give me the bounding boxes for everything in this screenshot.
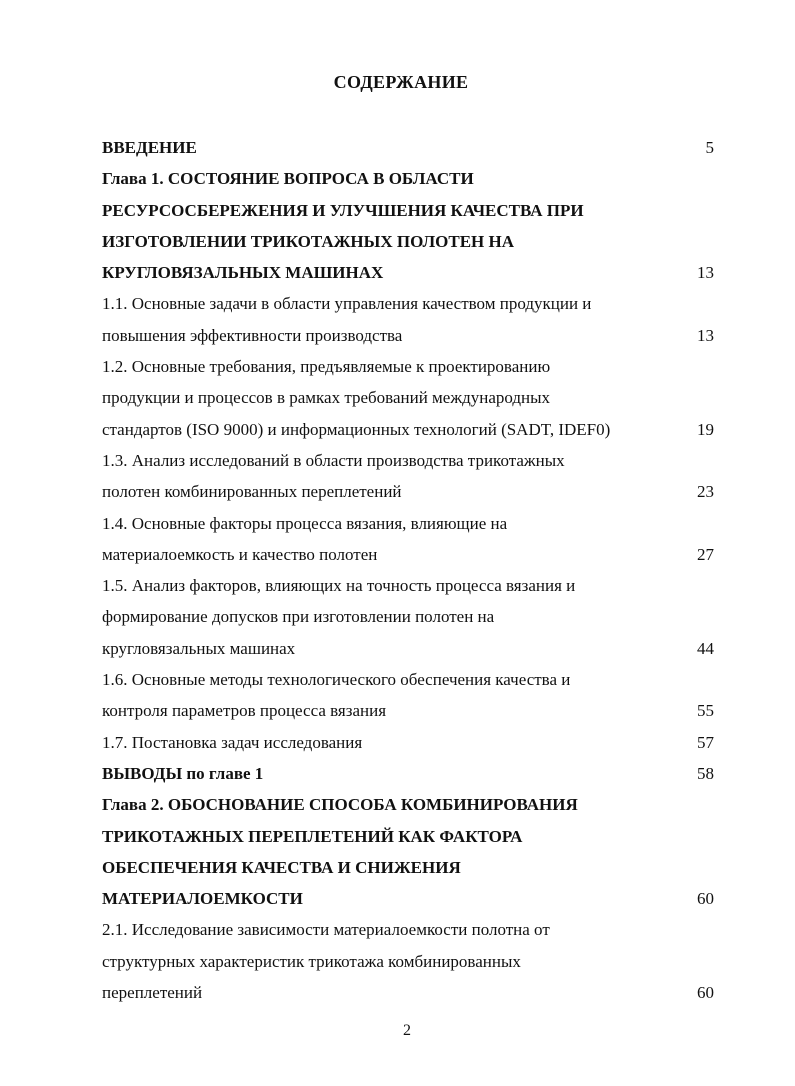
toc-entry-text-line: МАТЕРИАЛОЕМКОСТИ xyxy=(102,889,303,909)
toc-entry xyxy=(102,132,714,163)
toc-entry-page-number: 60 xyxy=(697,983,714,1003)
toc-entry xyxy=(102,351,714,445)
toc-entry-text-line: 1.7. Постановка задач исследования xyxy=(102,732,363,752)
toc-entry-text-line: контроля параметров процесса вязания xyxy=(102,701,387,721)
toc-entry-page-number: 44 xyxy=(697,638,714,658)
toc-entry-text-line: материалоемкость и качество полотен xyxy=(102,544,378,564)
toc-entry xyxy=(102,914,714,1008)
toc-entry-page-number: 58 xyxy=(697,763,714,783)
toc-entry-text-line: 2.1. Исследование зависимости материалоемкости полотна от xyxy=(102,920,550,940)
toc-entry-text-line: ИЗГОТОВЛЕНИИ ТРИКОТАЖНЫХ ПОЛОТЕН НА xyxy=(102,231,515,251)
toc-entry-page-number: 57 xyxy=(697,732,714,752)
toc-entry xyxy=(102,789,714,914)
toc-entry-text-line: повышения эффективности производства xyxy=(102,325,403,345)
page-title: СОДЕРЖАНИЕ xyxy=(333,72,469,92)
toc-entry-text-line: Глава 1. СОСТОЯНИЕ ВОПРОСА В ОБЛАСТИ xyxy=(102,169,474,189)
toc-entry-text-line: 1.6. Основные методы технологического обеспечения качества и xyxy=(102,670,571,690)
toc-entry-text-line: КРУГЛОВЯЗАЛЬНЫХ МАШИНАХ xyxy=(102,263,384,283)
toc-entry xyxy=(102,508,714,571)
page-number: 2 xyxy=(403,1022,411,1039)
toc-entry-text-line: полотен комбинированных переплетений xyxy=(102,482,402,502)
toc-entry-page-number: 23 xyxy=(697,482,714,502)
toc-entry-page-number: 55 xyxy=(697,701,714,721)
toc-entry-page-number: 13 xyxy=(697,325,714,345)
toc-entry-page-number: 13 xyxy=(697,263,714,283)
toc-entry-text-line: 1.2. Основные требования, предъявляемые к проектированию xyxy=(102,357,551,377)
toc-entry xyxy=(102,727,714,758)
toc-entry xyxy=(102,664,714,727)
toc-entry xyxy=(102,163,714,288)
toc-entry-text-line: ВЫВОДЫ по главе 1 xyxy=(102,763,264,783)
toc-entry xyxy=(102,570,714,664)
toc-entry xyxy=(102,445,714,508)
toc-entry-text-line: продукции и процессов в рамках требований международных xyxy=(102,388,551,408)
toc-entry-text-line: ВВЕДЕНИЕ xyxy=(102,138,197,157)
toc-entry-page-number: 19 xyxy=(697,419,714,439)
toc-entry-text-line: ОБЕСПЕЧЕНИЯ КАЧЕСТВА И СНИЖЕНИЯ xyxy=(102,857,461,877)
toc-entry-text-line: РЕСУРСОСБЕРЕЖЕНИЯ И УЛУЧШЕНИЯ КАЧЕСТВА ПРИ xyxy=(102,200,584,220)
toc-entry xyxy=(102,288,714,351)
toc-entry-text-line: кругловязальных машинах xyxy=(102,638,296,658)
toc-entry-text-line: формирование допусков при изготовлении полотен на xyxy=(102,607,495,627)
toc-entry-text-line: Глава 2. ОБОСНОВАНИЕ СПОСОБА КОМБИНИРОВАНИЯ xyxy=(102,795,578,815)
toc-entry-text-line: ТРИКОТАЖНЫХ ПЕРЕПЛЕТЕНИЙ КАК ФАКТОРА xyxy=(102,826,523,846)
table-of-contents xyxy=(102,132,714,1008)
toc-entry-text-line: 1.1. Основные задачи в области управления качеством продукции и xyxy=(102,294,592,314)
toc-entry-text-line: 1.4. Основные факторы процесса вязания, влияющие на xyxy=(102,513,508,533)
toc-entry xyxy=(102,758,714,789)
toc-entry-text-line: структурных характеристик трикотажа комбинированных xyxy=(102,951,521,971)
toc-entry-text-line: стандартов (ISO 9000) и информационных технологий (SADT, IDEF0) xyxy=(102,419,611,439)
toc-entry-page-number: 5 xyxy=(705,138,714,157)
toc-entry-page-number: 27 xyxy=(697,544,714,564)
toc-entry-text-line: 1.3. Анализ исследований в области производства трикотажных xyxy=(102,450,565,470)
toc-entry-page-number: 60 xyxy=(697,889,714,909)
toc-entry-text-line: переплетений xyxy=(102,983,203,1003)
toc-entry-text-line: 1.5. Анализ факторов, влияющих на точность процесса вязания и xyxy=(102,576,576,596)
